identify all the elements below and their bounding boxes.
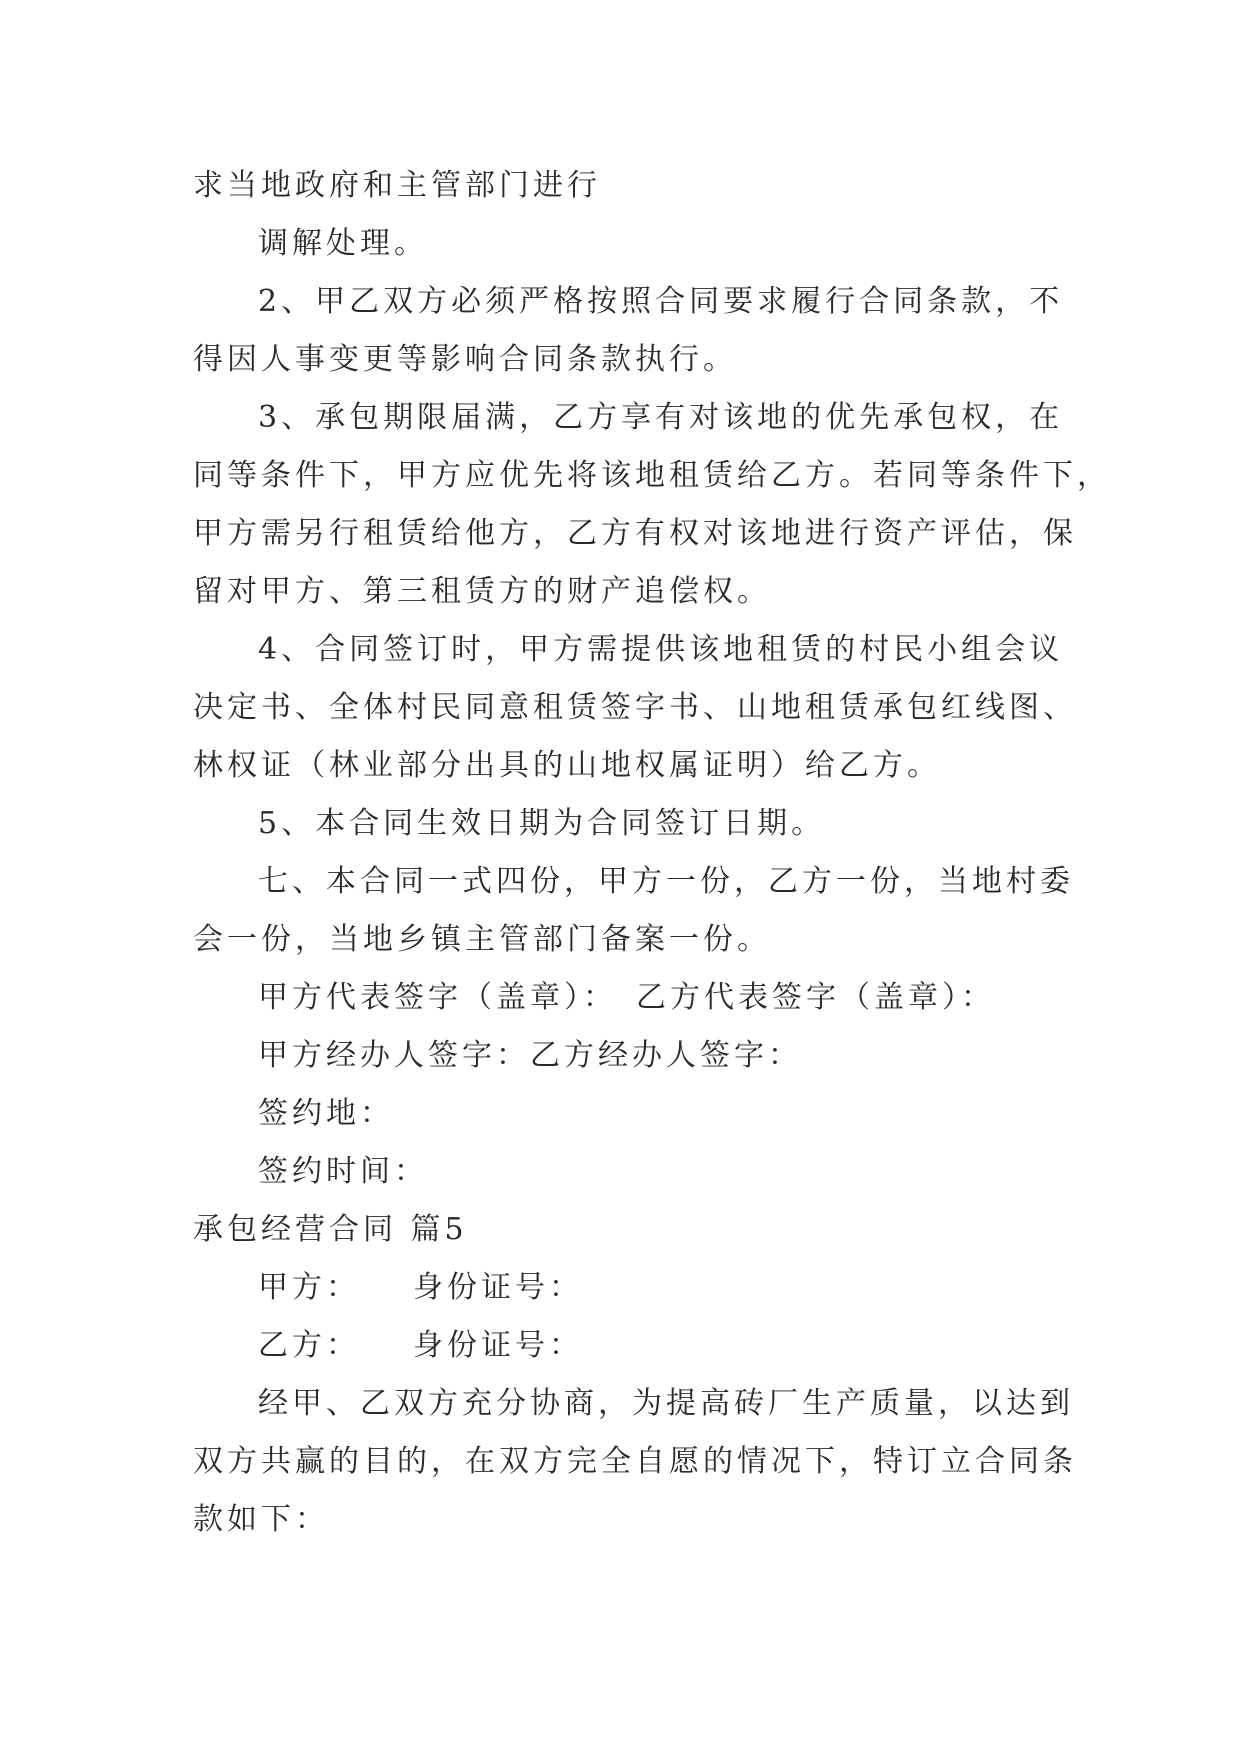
text-line: 得因人事变更等影响合同条款执行。 bbox=[193, 342, 737, 377]
signing-place-line: 签约地： bbox=[258, 1096, 394, 1131]
text-line: 调解处理。 bbox=[258, 226, 428, 261]
signature-line: 甲方代表签字（盖章）： 乙方代表签字（盖章）： bbox=[258, 980, 995, 1015]
text-line: 双方共赢的目的，在双方完全自愿的情况下，特订立合同条 bbox=[193, 1444, 1077, 1479]
text-line: 3、承包期限届满，乙方享有对该地的优先承包权，在 bbox=[258, 400, 1064, 435]
text-line: 2、甲乙双方必须严格按照合同要求履行合同条款，不 bbox=[258, 284, 1064, 319]
text-line: 留对甲方、第三租赁方的财产追偿权。 bbox=[193, 574, 771, 609]
text-line: 求当地政府和主管部门进行 bbox=[193, 168, 601, 203]
text-line: 款如下： bbox=[193, 1502, 329, 1537]
party-b-line: 乙方： 身份证号： bbox=[258, 1328, 583, 1363]
text-line: 七、本合同一式四份，甲方一份，乙方一份，当地村委 bbox=[258, 864, 1074, 899]
signature-line: 甲方经办人签字：乙方经办人签字： bbox=[258, 1038, 802, 1073]
text-line: 同等条件下，甲方应优先将该地租赁给乙方。若同等条件下， bbox=[193, 458, 1111, 493]
text-line: 5、本合同生效日期为合同签订日期。 bbox=[258, 806, 826, 841]
text-line: 会一份，当地乡镇主管部门备案一份。 bbox=[193, 922, 771, 957]
text-line: 甲方需另行租赁给他方，乙方有权对该地进行资产评估，保 bbox=[193, 516, 1077, 551]
text-line: 林权证（林业部分出具的山地权属证明）给乙方。 bbox=[193, 748, 941, 783]
signing-time-line: 签约时间： bbox=[258, 1154, 428, 1189]
party-a-line: 甲方： 身份证号： bbox=[258, 1270, 583, 1305]
text-line: 经甲、乙双方充分协商，为提高砖厂生产质量，以达到 bbox=[258, 1386, 1074, 1421]
text-line: 决定书、全体村民同意租赁签字书、山地租赁承包红线图、 bbox=[193, 690, 1077, 725]
section-heading: 承包经营合同 篇5 bbox=[193, 1212, 468, 1247]
text-line: 4、合同签订时，甲方需提供该地租赁的村民小组会议 bbox=[258, 632, 1064, 667]
